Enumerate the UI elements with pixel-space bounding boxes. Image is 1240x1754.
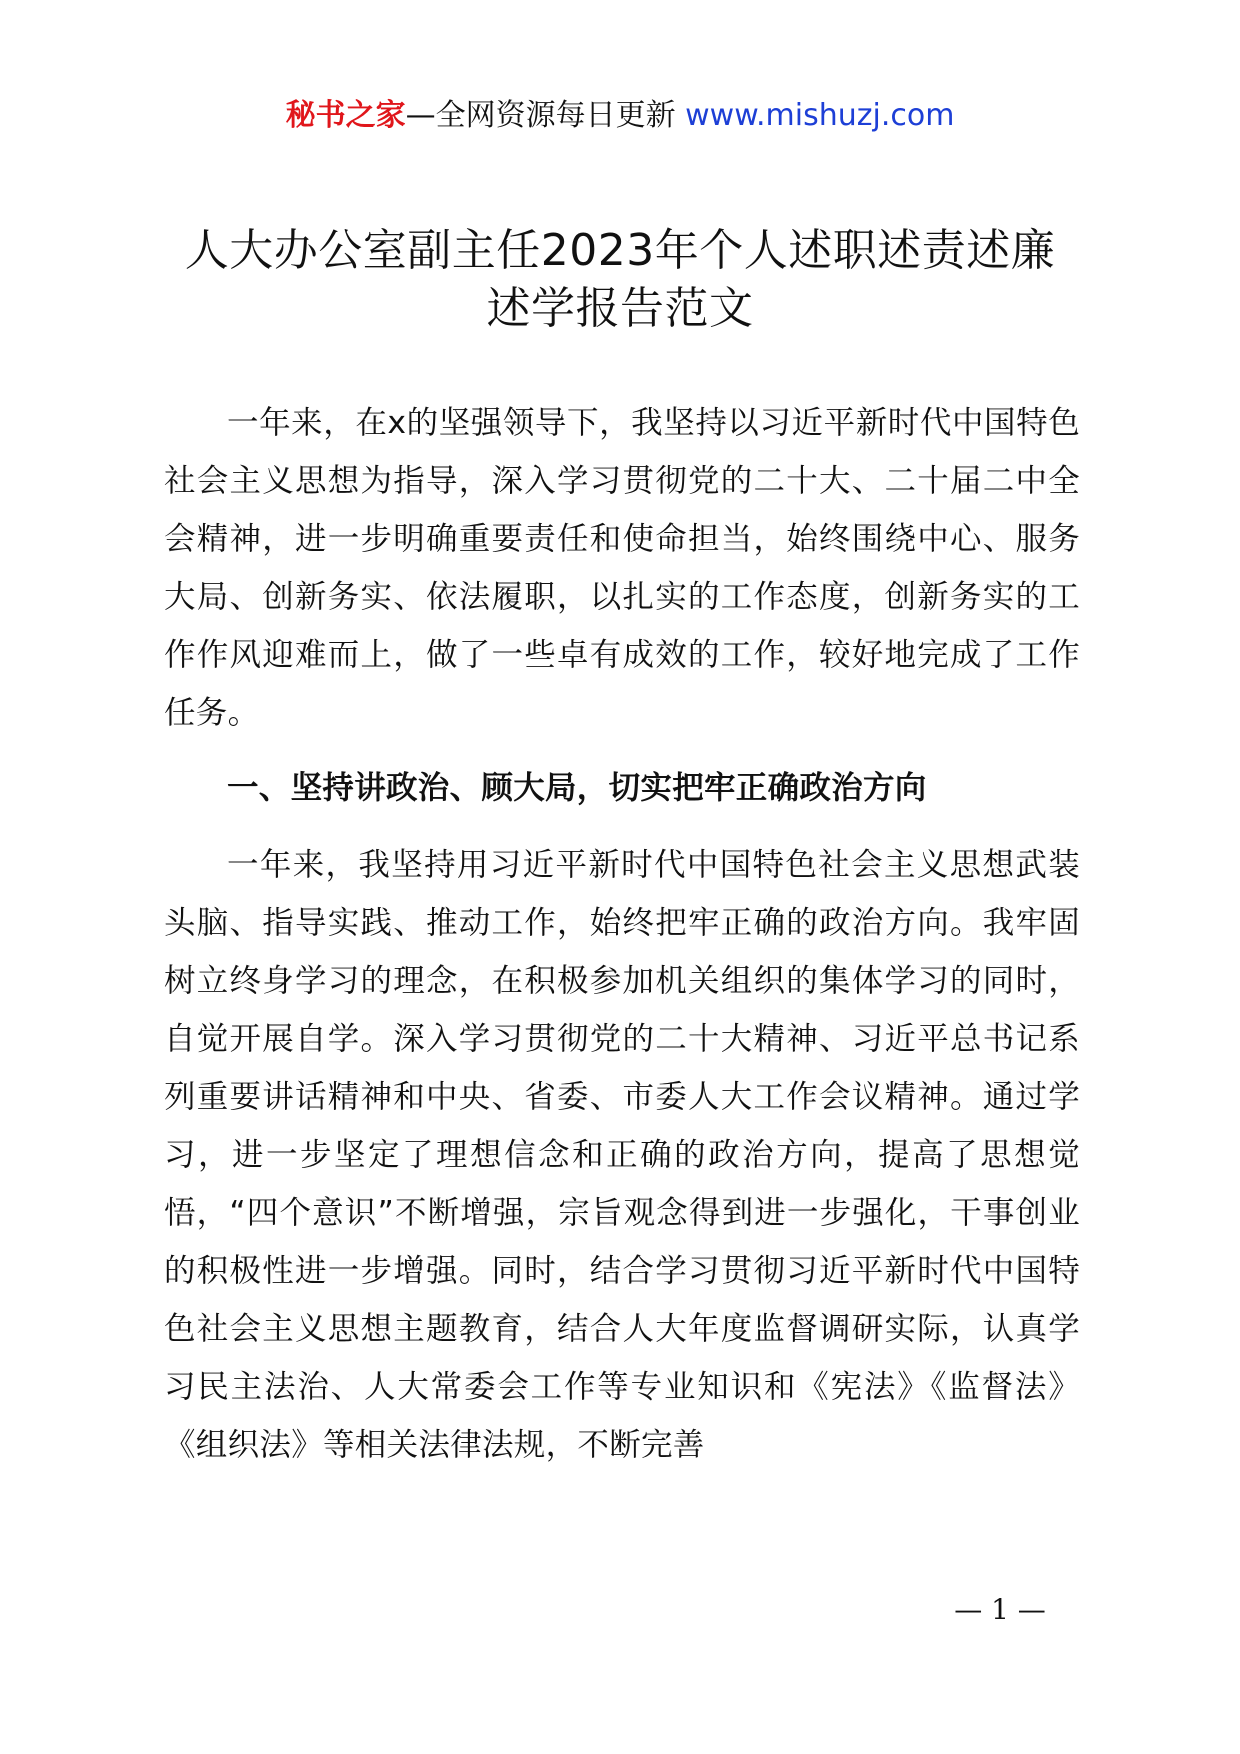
document-title-line1: 人大办公室副主任2023年个人述职述责述廉: [184, 225, 1056, 276]
site-tagline: —全网资源每日更新: [405, 98, 676, 133]
document-title: [150, 222, 1090, 338]
site-url-link[interactable]: www.mishuzj.com: [685, 98, 955, 133]
document-body: [164, 394, 1080, 1474]
intro-paragraph: 一年来，在x的坚强领导下，我坚持以习近平新时代中国特色社会主义思想为指导，深入学习贯彻党的二十大、二十届二中全会精神，进一步明确重要责任和使命担当，始终围绕中心、服务大局、创新务实、依法履职，以扎实的工作态度，创新务实的工作作风迎难而上，做了一些卓有成效的工作，较好地完成了工作任务。: [164, 405, 1080, 731]
site-header: [0, 96, 1240, 136]
section-paragraph: 一年来，我坚持用习近平新时代中国特色社会主义思想武装头脑、指导实践、推动工作，始终把牢正确的政治方向。我牢固树立终身学习的理念，在积极参加机关组织的集体学习的同时，自觉开展自学。深入学习贯彻党的二十大精神、习近平总书记系列重要讲话精神和中央、省委、市委人大工作会议精神。通过学习，进一步坚定了理想信念和正确的政治方向，提高了思想觉悟，“四个意识”不断增强，宗旨观念得到进一步强化，干事创业的积极性进一步增强。同时，结合学习贯彻习近平新时代中国特色社会主义思想主题教育，结合人大年度监督调研实际，认真学习民主法治、人大常委会工作等专业知识和《宪法》《监督法》《组织法》等相关法律法规，不断完善: [164, 847, 1080, 1463]
page-number: — 1 —: [954, 1593, 1046, 1626]
site-brand: 秘书之家: [285, 98, 406, 133]
document-title-line2: 述学报告范文: [486, 283, 754, 334]
section-heading: 一、坚持讲政治、顾大局，切实把牢正确政治方向: [227, 770, 927, 806]
